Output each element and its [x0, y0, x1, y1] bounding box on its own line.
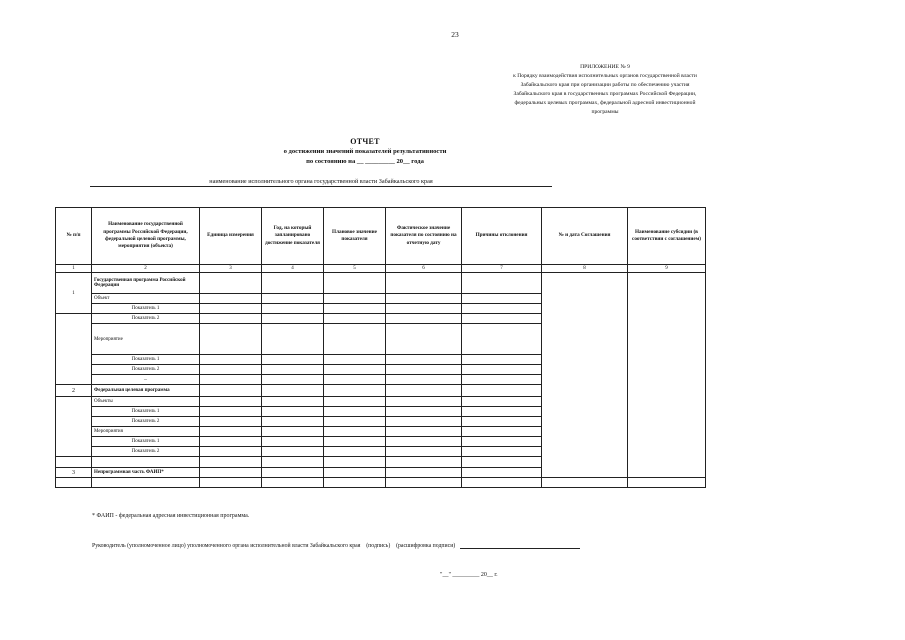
indicator-label: Показатель 1	[92, 304, 200, 314]
appendix-line: программы	[591, 109, 619, 115]
indicator-label: Показатель 1	[92, 355, 200, 365]
row-number: 3	[56, 468, 92, 478]
indicator-label: Показатель 2	[92, 365, 200, 375]
appendix-header	[465, 63, 745, 117]
table-header-row	[56, 208, 706, 265]
row-label: Мероприятия	[92, 427, 200, 437]
decoding-label: (расшифровка подписи)	[396, 543, 456, 549]
row-label: Мероприятие	[92, 324, 200, 355]
indicator-label: Показатель 2	[92, 314, 200, 324]
column-number: 8	[542, 265, 628, 273]
column-number: 7	[462, 265, 542, 273]
page-number: 23	[451, 30, 459, 39]
header-cell: Единица измерения	[200, 208, 262, 265]
signature-label: (подпись)	[366, 543, 391, 549]
program-name: Непрограммная часть ФАИП*	[92, 468, 200, 478]
ellipsis-row: ...	[92, 375, 200, 385]
signature-blank	[460, 542, 580, 549]
header-cell: Плановое значение показателя	[324, 208, 386, 265]
table-row	[56, 478, 706, 488]
row-number: 1	[56, 273, 92, 314]
organization-label: наименование исполнительного органа государственной власти Забайкальского края	[90, 178, 552, 187]
indicator-label: Показатель 1	[92, 407, 200, 417]
footnote: * ФАИП - федеральная адресная инвестиционная программа.	[92, 513, 250, 519]
indicator-label: Показатель 2	[92, 447, 200, 457]
report-title-subtitle: о достижении значений показателей результативности	[283, 148, 447, 155]
subsidy-cell	[628, 273, 706, 478]
indicator-label: Показатель 2	[92, 417, 200, 427]
table-row	[56, 273, 706, 294]
report-table	[55, 207, 706, 488]
appendix-line: Забайкальского края при организации работы по обеспечению участия	[520, 82, 690, 88]
indicator-label: Показатель 1	[92, 437, 200, 447]
signature-line	[92, 542, 580, 549]
row-label: Объекты	[92, 397, 200, 407]
column-number: 6	[386, 265, 462, 273]
row-number: 2	[56, 385, 92, 397]
header-cell: Наименование государственной программы Российской Федерации, федеральной целевой программы, мероприятия (объекта)	[92, 208, 200, 265]
report-title	[230, 137, 500, 167]
header-cell: Фактическое значение показателя по состоянию на отчетную дату	[386, 208, 462, 265]
header-cell: № и дата Соглашения	[542, 208, 628, 265]
date-line: "__" _________ 20__ г.	[440, 572, 498, 578]
column-number: 9	[628, 265, 706, 273]
report-title-main: ОТЧЕТ	[350, 137, 380, 146]
column-number: 3	[200, 265, 262, 273]
header-cell: Год, на который запланировано достижение показателя	[262, 208, 324, 265]
header-cell: Наименование субсидии (в соответствии с соглашением)	[628, 208, 706, 265]
column-number: 5	[324, 265, 386, 273]
program-name: Государственная программа Российской Федерации	[92, 273, 200, 294]
column-number: 1	[56, 265, 92, 273]
header-cell: № п/п	[56, 208, 92, 265]
column-number: 4	[262, 265, 324, 273]
signature-text: Руководитель (уполномоченное лицо) уполномоченного органа исполнительной власти Забайкальского края	[92, 543, 361, 549]
report-title-date: по состоянию на __ _________ 20__ года	[306, 158, 424, 165]
appendix-line: к Порядку взаимодействия исполнительных органов государственной власти	[513, 73, 697, 79]
row-label: Объект	[92, 294, 200, 304]
column-number-row	[56, 265, 706, 273]
header-cell: Причины отклонения	[462, 208, 542, 265]
appendix-line: федеральных целевых программах, федеральной адресной инвестиционной	[514, 100, 696, 106]
agreement-cell	[542, 273, 628, 478]
program-name: Федеральная целевая программа	[92, 385, 200, 397]
appendix-line: Забайкальского края в государственных программах Российской Федерации,	[513, 91, 697, 97]
column-number: 2	[92, 265, 200, 273]
appendix-title: ПРИЛОЖЕНИЕ № 9	[580, 64, 630, 70]
